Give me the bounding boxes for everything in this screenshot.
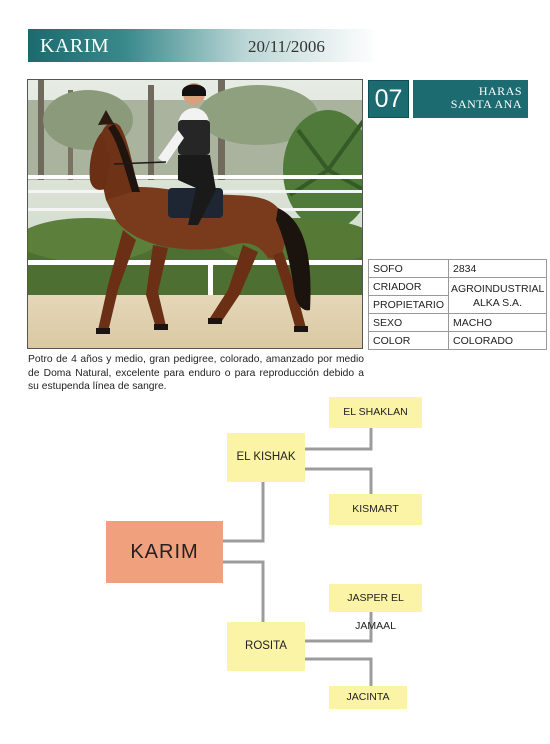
info-key: SEXO (369, 314, 449, 332)
pedigree-sire-sire: EL SHAKLAN (329, 397, 422, 428)
info-key: SOFO (369, 260, 449, 278)
info-key: CRIADOR (369, 278, 449, 296)
info-value: COLORADO (448, 332, 546, 350)
pedigree-dam: ROSITA (227, 622, 305, 671)
haras-line-1: HARAS (478, 84, 522, 98)
pedigree-subject: KARIM (106, 521, 223, 583)
pedigree-sire-dam: KISMART (329, 494, 422, 525)
lot-number: 07 (368, 80, 409, 118)
horse-description: Potro de 4 años y medio, gran pedigree, colorado, amanzado por medio de Doma Natural, excelente para enduro o para reproducción debido a su estupenda línea de sangre. (28, 354, 364, 392)
info-value: AGROINDUSTRIAL ALKA S.A. (448, 278, 546, 314)
info-key: COLOR (369, 332, 449, 350)
pedigree-dam-sire: JASPER EL JAMAAL (329, 584, 422, 612)
info-value: MACHO (448, 314, 546, 332)
horse-name-title: KARIM (40, 35, 110, 57)
haras-line-2: SANTA ANA (450, 97, 522, 111)
info-value: 2834 (448, 260, 546, 278)
auction-date: 20/11/2006 (248, 37, 325, 56)
pedigree-dam-dam: JACINTA (329, 686, 407, 709)
pedigree-sire: EL KISHAK (227, 433, 305, 482)
info-key: PROPIETARIO (369, 296, 449, 314)
